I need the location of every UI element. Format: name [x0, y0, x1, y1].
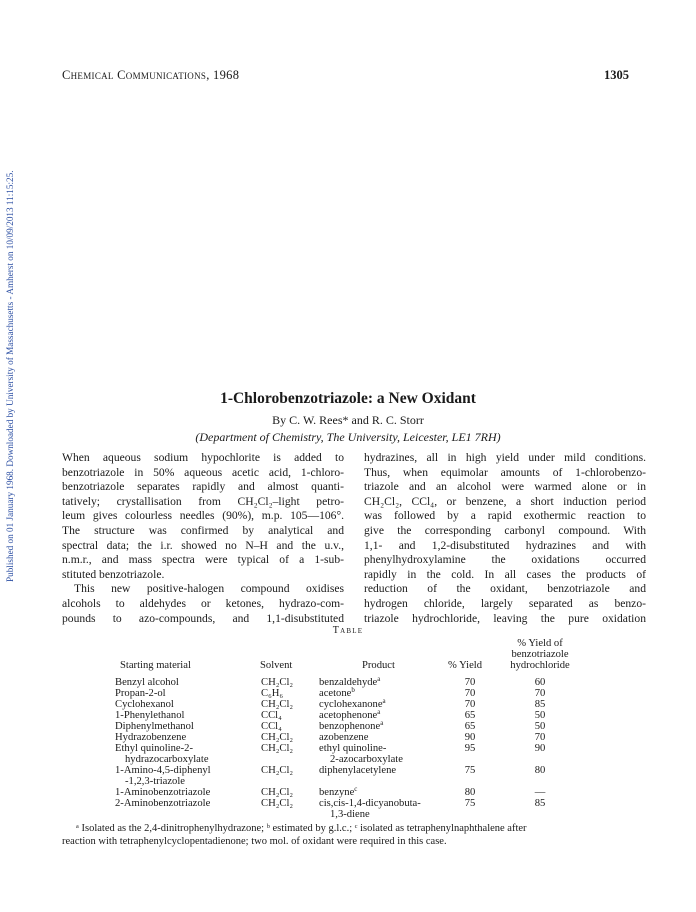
product-name: diphenylacetylene	[319, 765, 397, 776]
text-line: triazole hydrochloride, leaving the pure oxidation	[364, 611, 646, 625]
hcl-yield-value: 60	[534, 677, 546, 688]
solvent: CH₂Cl₂	[261, 787, 294, 798]
product-name: 1,3-diene	[330, 809, 370, 820]
footnote-marker: a	[380, 719, 384, 727]
text-line: benzotriazole separates rapidly and almost quanti-	[62, 480, 344, 494]
text-line: was followed by a rapid exothermic reaction to	[364, 509, 646, 523]
table-caption: Table	[332, 625, 364, 636]
text-line: rapidly in the cold. In all cases the products of	[364, 567, 646, 581]
starting-material: Ethyl quinoline-2-	[115, 743, 193, 754]
hcl-yield-value: 80	[534, 765, 546, 776]
text-line: hydrazines, all in high yield under mild conditions.	[364, 451, 646, 464]
text-line: pounds to azo-compounds, and 1,1-disubstituted	[62, 611, 344, 625]
product-name: acetophenone	[319, 710, 378, 721]
starting-material: Hydrazobenzene	[115, 732, 187, 743]
text-line: tatively; crystallisation from CH₂Cl₂–light petro-	[62, 494, 344, 508]
body-column-left	[62, 451, 344, 626]
solvent: CH₂Cl₂	[261, 732, 294, 743]
product-name: benzaldehyde	[319, 677, 378, 688]
footnote-line: reaction with tetraphenylcyclopentadienone; two mol. of oxidant were required in this case.	[62, 836, 447, 847]
text-line: reduction of the oxidant, benzotriazole and	[364, 582, 646, 596]
starting-material: Diphenylmethanol	[115, 721, 194, 732]
yield-value: 80	[464, 787, 476, 798]
text-line: This new positive-halogen compound oxidises	[74, 582, 344, 596]
product	[330, 809, 370, 821]
text-line: CH₂Cl₂, CCl₄, or benzene, a short induction period	[364, 494, 646, 508]
hcl-yield-value: 90	[534, 743, 546, 754]
product	[319, 765, 396, 777]
text-line: benzotriazole in 50% aqueous acetic acid, 1-chloro-	[62, 465, 344, 479]
author-line: By C. W. Rees* and R. C. Storr	[272, 413, 424, 427]
header-product: Product	[362, 660, 395, 671]
text-line: stituted benzotriazole.	[62, 567, 165, 581]
yield-value: 75	[464, 765, 476, 776]
product-name: ethyl quinoline-	[319, 743, 387, 754]
solvent: CCl₄	[261, 710, 282, 721]
starting-material: 1-Amino-4,5-diphenyl	[115, 765, 211, 776]
product-name: azobenzene	[319, 732, 369, 743]
starting-material: Cyclohexanol	[115, 699, 174, 710]
body-column-right	[364, 451, 646, 626]
hcl-yield-value: 85	[534, 798, 546, 809]
text-line: give the corresponding carbonyl compound. With	[364, 523, 646, 537]
starting-material: 1-Aminobenzotriazole	[115, 787, 211, 798]
text-line: When aqueous sodium hypochlorite is added to	[62, 451, 344, 464]
yield-value: 65	[464, 721, 476, 732]
text-line: alcohols to aldehydes or ketones, hydrazo-com-	[62, 596, 344, 610]
footnote-marker: a	[377, 708, 381, 716]
hcl-yield-value: 70	[534, 688, 546, 699]
header-hcl-yield: hydrochloride	[510, 660, 570, 671]
affiliation: (Department of Chemistry, The University, Leicester, LE1 7RH)	[195, 430, 501, 444]
starting-material: 2-Aminobenzotriazole	[115, 798, 211, 809]
yield-value: 95	[464, 743, 476, 754]
product-name: cyclohexanone	[319, 699, 383, 710]
text-line: leum gives colourless needles (90%), m.p. 105—106°.	[62, 509, 344, 523]
footnote-marker: a	[377, 675, 381, 683]
header-yield: % Yield	[448, 660, 483, 671]
yield-value: 70	[464, 699, 476, 710]
solvent: CH₂Cl₂	[261, 798, 294, 809]
text-line: 1,1- and 1,2-disubstituted hydrazines and with	[364, 538, 646, 552]
text-line: phenylhydroxylamine the oxidations occurred	[364, 553, 646, 567]
yield-value: 75	[464, 798, 476, 809]
solvent: CCl₄	[261, 721, 282, 732]
header-hcl-yield: % Yield of	[517, 638, 563, 649]
article-title: 1-Chlorobenzotriazole: a New Oxidant	[220, 390, 476, 407]
starting-material: Propan-2-ol	[115, 688, 166, 699]
starting-material: Benzyl alcohol	[115, 677, 179, 688]
text-line: The structure was confirmed by analytical and	[62, 523, 344, 537]
starting-material: 1-Phenylethanol	[115, 710, 185, 721]
text-line: n.m.r., and mass spectra were typical of a 1-sub-	[62, 553, 344, 567]
hcl-yield-value: 85	[534, 699, 546, 710]
starting-material: -1,2,3-triazole	[125, 776, 186, 787]
table-footnote	[62, 822, 636, 848]
journal-header: Chemical Communications, 1968	[62, 68, 240, 82]
starting-material: hydrazocarboxylate	[125, 754, 209, 765]
solvent: CH₂Cl₂	[261, 699, 294, 710]
text-line: spectral data; the i.r. showed no N–H and the u.v.,	[62, 538, 344, 552]
hcl-yield-value: 50	[534, 721, 546, 732]
footnote-marker: b	[351, 686, 355, 694]
header-hcl-yield: benzotriazole	[511, 649, 569, 660]
hcl-yield-value: 70	[534, 732, 546, 743]
yield-value: 65	[464, 710, 476, 721]
footnote-marker: a	[382, 697, 386, 705]
solvent: CH₂Cl₂	[261, 743, 294, 754]
text-line: hydrogen chloride, largely separated as benzo-	[364, 596, 646, 610]
solvent: CH₂Cl₂	[261, 677, 294, 688]
header-starting-material: Starting material	[120, 660, 191, 671]
product-name: acetone	[319, 688, 352, 699]
hcl-yield-value: —	[534, 787, 546, 798]
download-notice: Published on 01 January 1968. Downloaded by University of Massachusetts - Amherst on 10/09/2013 11:15:25.	[5, 170, 15, 582]
solvent: CH₂Cl₂	[261, 765, 294, 776]
page-number: 1305	[604, 68, 629, 82]
solvent: C₆H₆	[261, 688, 284, 699]
yield-value: 70	[464, 688, 476, 699]
product-name: benzophenone	[319, 721, 381, 732]
hcl-yield-value: 50	[534, 710, 546, 721]
yield-value: 90	[464, 732, 476, 743]
footnote-marker: c	[354, 785, 358, 793]
product-name: cis,cis-1,4-dicyanobuta-	[319, 798, 421, 809]
product-name: benzyne	[319, 787, 355, 798]
text-line: Thus, when equimolar amounts of 1-chlorobenzo-	[364, 465, 646, 479]
text-line: triazole and an alcohol were warmed alone or in	[364, 480, 646, 494]
yield-value: 70	[464, 677, 476, 688]
product-name: 2-azocarboxylate	[330, 754, 403, 765]
header-solvent: Solvent	[260, 660, 293, 671]
footnote-line: ᵃ Isolated as the 2,4-dinitrophenylhydrazone; ᵇ estimated by g.l.c.; ᶜ isolated as tetraphenylnaphthalene after	[76, 823, 527, 834]
